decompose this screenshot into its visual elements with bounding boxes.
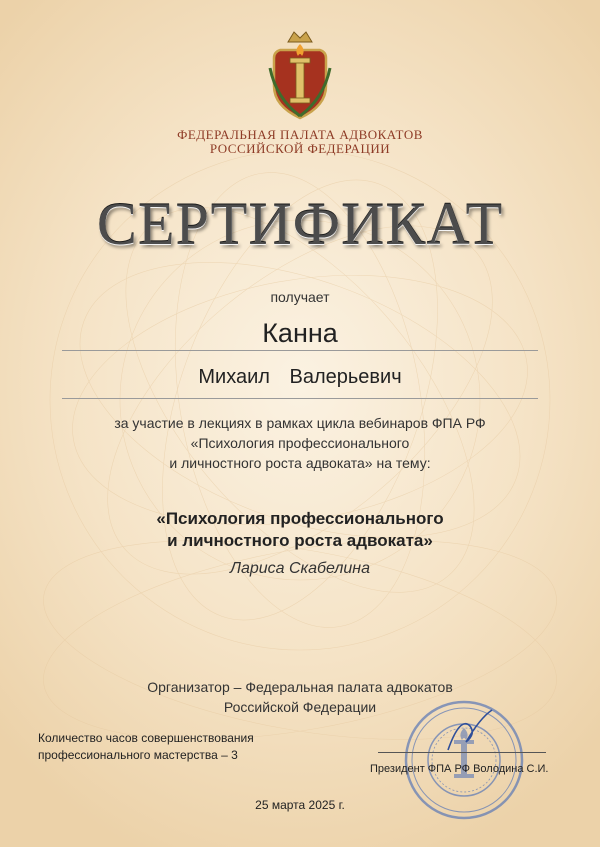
- lecturer-name: Лариса Скабелина: [229, 560, 370, 577]
- president-signature-caption: Президент ФПА РФ Володина С.И.: [370, 763, 549, 775]
- signature-icon: [440, 706, 500, 756]
- organization-name-line1: ФЕДЕРАЛЬНАЯ ПАЛАТА АДВОКАТОВ: [177, 127, 423, 142]
- topic-line: и личностного роста адвоката»: [167, 531, 433, 550]
- hours-line: профессионального мастерства – 3: [38, 748, 238, 762]
- signature-line: [378, 752, 546, 753]
- recipient-given-names: Михаил Валерьевич: [198, 366, 402, 388]
- description-line: за участие в лекциях в рамках цикла вебинаров ФПА РФ: [114, 415, 486, 431]
- certificate-title: СЕРТИФИКАТ: [96, 191, 504, 257]
- description-line: «Психология профессионального: [190, 435, 410, 451]
- surname-underline: [62, 350, 538, 351]
- torch-shield-emblem-icon: [268, 28, 332, 124]
- given-names-underline: [62, 398, 538, 399]
- organizer-line: Организатор – Федеральная палата адвокатов: [147, 679, 453, 695]
- organizer-line: Российской Федерации: [223, 699, 377, 715]
- issue-date: 25 марта 2025 г.: [255, 798, 345, 812]
- topic-line: «Психология профессионального: [156, 509, 444, 528]
- recipient-surname: Канна: [262, 318, 338, 348]
- organization-name-line2: РОССИЙСКОЙ ФЕДЕРАЦИИ: [209, 141, 391, 156]
- receives-label: получает: [270, 289, 330, 305]
- description-line: и личностного роста адвоката» на тему:: [169, 455, 431, 471]
- hours-line: Количество часов совершенствования: [38, 731, 254, 745]
